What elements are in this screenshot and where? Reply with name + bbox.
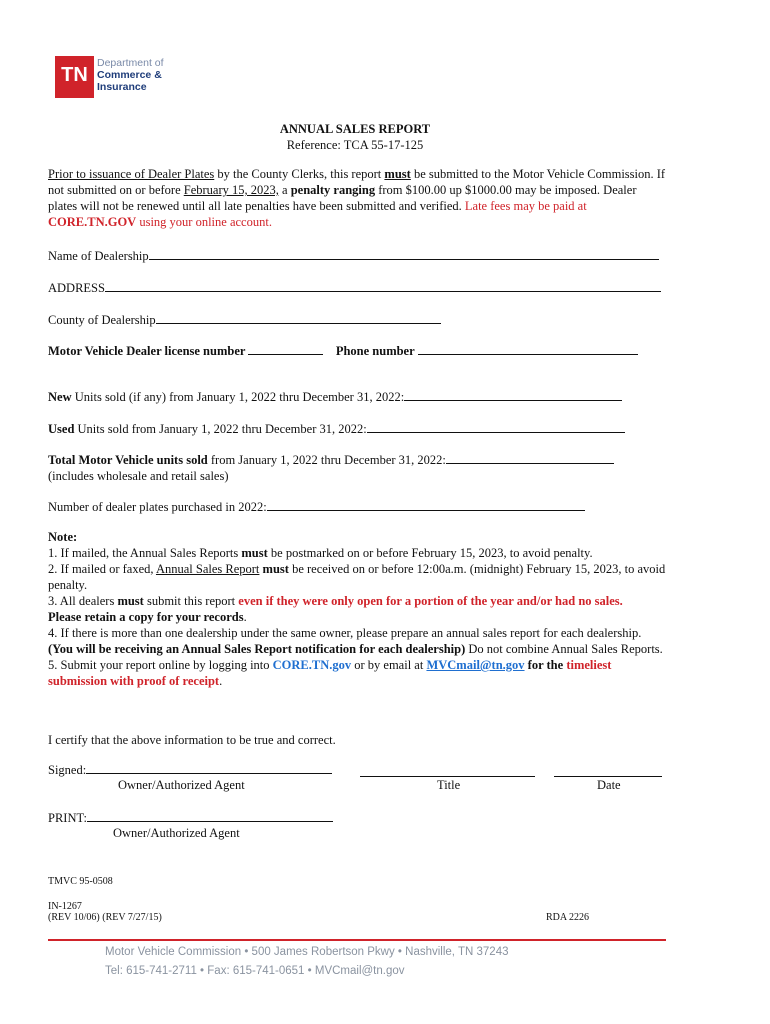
- license-phone-row: [48, 343, 668, 359]
- license-line[interactable]: [248, 343, 323, 355]
- print-line[interactable]: [87, 810, 333, 822]
- note-4: 4. If there is more than one dealership under the same owner, please prepare an annual sales report for each dealership. (You will be receiving an Annual Sales Report notification for each dealership) Do not combine Annual Sales Reports.: [48, 626, 663, 656]
- note-2: 2. If mailed or faxed, Annual Sales Report must be received on or before 12:00a.m. (midnight) February 15, 2023, to avoid penalty.: [48, 562, 666, 592]
- total-units-line[interactable]: [446, 452, 614, 464]
- dealership-name-label: Name of Dealership: [48, 249, 149, 263]
- report-reference: Reference: TCA 55-17-125: [286, 138, 424, 152]
- print-row: [48, 810, 668, 826]
- note-1: 1. If mailed, the Annual Sales Reports must be postmarked on or before February 15, 2023, to avoid penalty.: [48, 546, 593, 560]
- logo-insurance: Insurance: [97, 81, 147, 93]
- print-label: PRINT:: [48, 811, 87, 825]
- intro-text-3: a: [278, 183, 291, 197]
- new-units-line[interactable]: [404, 389, 622, 401]
- intro-dealer-plates: Prior to issuance of Dealer Plates: [48, 167, 215, 181]
- plates-field[interactable]: [48, 499, 668, 515]
- address-field[interactable]: [48, 280, 668, 296]
- intro-text-4: from $100.00 up $1000.00 may be imposed. Dealer plates will not be renewed until all late penalties have been submitted and verified.: [48, 183, 637, 213]
- intro-must: must: [384, 167, 411, 181]
- total-units-note: (includes wholesale and retail sales): [48, 469, 229, 483]
- used-units-field[interactable]: [48, 421, 668, 437]
- phone-label: Phone number: [335, 344, 415, 358]
- total-units-bold: Total Motor Vehicle units sold: [48, 453, 208, 467]
- new-units-bold: New: [48, 390, 72, 404]
- note-3: 3. All dealers must submit this report even if they were only open for a portion of the year and/or had no sales. Please retain a copy for your records.: [48, 594, 623, 624]
- intro-text-2: be submitted to the Motor Vehicle Commission. If not submitted on or before: [48, 167, 666, 197]
- department-logo-text: [97, 57, 164, 93]
- new-units-label: Units sold (if any) from January 1, 2022 thru December 31, 2022:: [71, 390, 405, 404]
- tn-logo-badge: TN: [55, 56, 94, 94]
- date-caption: Date: [597, 778, 621, 792]
- note-5: 5. Submit your report online by logging into CORE.TN.gov or by email at MVCmail@tn.gov for the timeliest submission with proof of receipt.: [48, 658, 612, 688]
- form-rev: (REV 10/06) (REV 7/27/15): [48, 912, 162, 923]
- county-label: County of Dealership: [48, 313, 156, 327]
- plates-line[interactable]: [267, 499, 585, 511]
- county-field[interactable]: [48, 312, 668, 328]
- logo-underline: [55, 94, 94, 98]
- form-tmvc: TMVC 95-0508: [48, 876, 113, 887]
- footer-divider: [48, 939, 666, 941]
- intro-online-account: using your online account.: [136, 215, 272, 229]
- phone-line[interactable]: [418, 343, 638, 355]
- date-line[interactable]: [554, 765, 662, 777]
- logo-commerce: Commerce &: [97, 69, 162, 81]
- notes-section: [48, 529, 668, 689]
- core-tn-link[interactable]: CORE.TN.gov: [272, 658, 352, 672]
- used-units-line[interactable]: [367, 421, 625, 433]
- intro-deadline: February 15, 2023,: [183, 183, 279, 197]
- total-units-field[interactable]: [48, 452, 668, 484]
- total-units-label: from January 1, 2022 thru December 31, 2022:: [207, 453, 446, 467]
- new-units-field[interactable]: [48, 389, 668, 405]
- intro-penalty: penalty ranging: [290, 183, 376, 197]
- report-title: ANNUAL SALES REPORT: [279, 122, 431, 136]
- used-units-label: Units sold from January 1, 2022 thru December 31, 2022:: [74, 422, 367, 436]
- address-line[interactable]: [105, 280, 661, 292]
- title-caption: Title: [437, 778, 461, 792]
- footer-contact: Tel: 615-741-2711 • Fax: 615-741-0651 • MVCmail@tn.gov: [105, 965, 405, 977]
- plates-label: Number of dealer plates purchased in 2022:: [48, 500, 267, 514]
- signed-label: Signed:: [48, 763, 87, 777]
- dealership-name-field[interactable]: [48, 248, 668, 264]
- form-in: IN-1267: [48, 901, 82, 912]
- used-units-bold: Used: [48, 422, 75, 436]
- license-label: Motor Vehicle Dealer license number: [48, 344, 246, 358]
- form-rda: RDA 2226: [546, 912, 590, 923]
- print-owner-caption: Owner/Authorized Agent: [113, 826, 240, 840]
- address-label: ADDRESS: [48, 281, 105, 295]
- notes-heading: Note:: [48, 530, 78, 544]
- intro-core-link[interactable]: CORE.TN.GOV: [48, 215, 137, 229]
- logo-dept: Department of: [97, 57, 164, 69]
- certify-statement: I certify that the above information to be true and correct.: [48, 733, 336, 747]
- signed-line[interactable]: [86, 762, 332, 774]
- title-line[interactable]: [360, 765, 535, 777]
- intro-text-1: by the County Clerks, this report: [214, 167, 385, 181]
- intro-late-fees: Late fees may be paid at: [464, 199, 587, 213]
- intro-paragraph: [48, 166, 668, 230]
- signed-owner-caption: Owner/Authorized Agent: [118, 778, 245, 792]
- footer-address: Motor Vehicle Commission • 500 James Robertson Pkwy • Nashville, TN 37243: [105, 946, 509, 958]
- dealership-name-line[interactable]: [149, 248, 659, 260]
- county-line[interactable]: [156, 312, 441, 324]
- mvc-email-link[interactable]: MVCmail@tn.gov: [426, 658, 525, 672]
